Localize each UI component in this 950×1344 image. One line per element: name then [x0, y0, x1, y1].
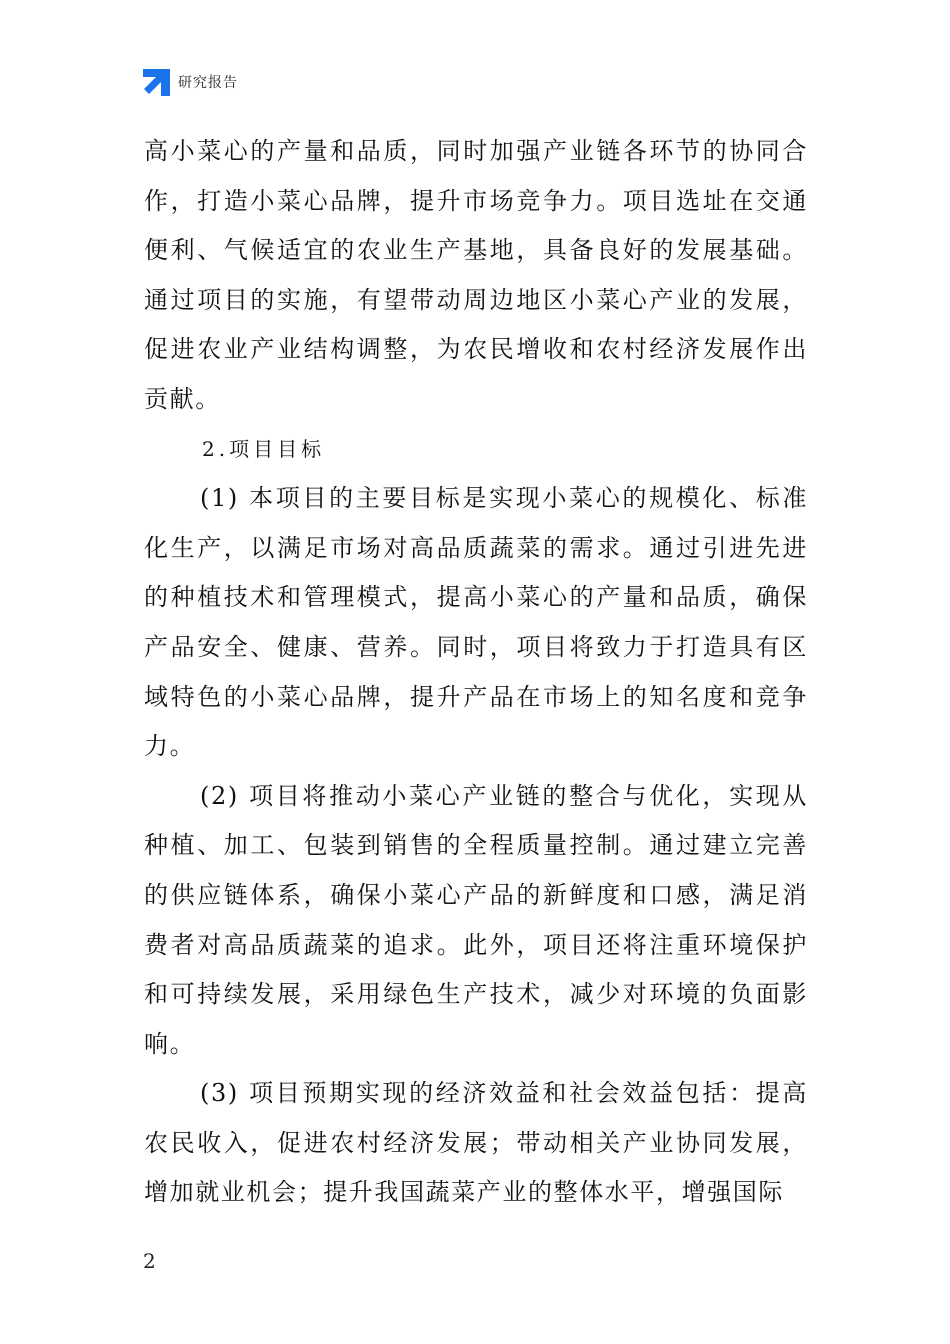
header-title: 研究报告 [178, 75, 238, 91]
paragraph-goal-2: (2) 项目将推动小菜心产业链的整合与优化，实现从种植、加工、包装到销售的全程质量控制。通过建立完善的供应链体系，确保小菜心产品的新鲜度和口感，满足消费者对高品质蔬菜的追求。此外，项目还将注重环境保护和可持续发展，采用绿色生产技术，减少对环境的负面影响。 [144, 781, 808, 1058]
document-body [144, 127, 808, 1218]
section-heading: 2.项目目标 [202, 436, 326, 461]
paragraph-goal-1: (1) 本项目的主要目标是实现小菜心的规模化、标准化生产，以满足市场对高品质蔬菜的需求。通过引进先进的种植技术和管理模式，提高小菜心的产量和品质，确保产品安全、健康、营养。同时，项目将致力于打造具有区域特色的小菜心品牌，提升产品在市场上的知名度和竞争力。 [144, 484, 808, 761]
paragraph-goal-3: (3) 项目预期实现的经济效益和社会效益包括：提高农民收入，促进农村经济发展；带动相关产业协同发展，增加就业机会；提升我国蔬菜产业的整体水平，增强国际 [144, 1079, 808, 1207]
brand-arrow-icon [143, 69, 170, 96]
document-header [143, 68, 238, 96]
page-number: 2 [143, 1249, 156, 1273]
paragraph-continuation: 高小菜心的产量和品质，同时加强产业链各环节的协同合作，打造小菜心品牌，提升市场竞争力。项目选址在交通便利、气候适宜的农业生产基地，具备良好的发展基础。通过项目的实施，有望带动周边地区小菜心产业的发展，促进农业产业结构调整，为农民增收和农村经济发展作出贡献。 [144, 137, 808, 413]
